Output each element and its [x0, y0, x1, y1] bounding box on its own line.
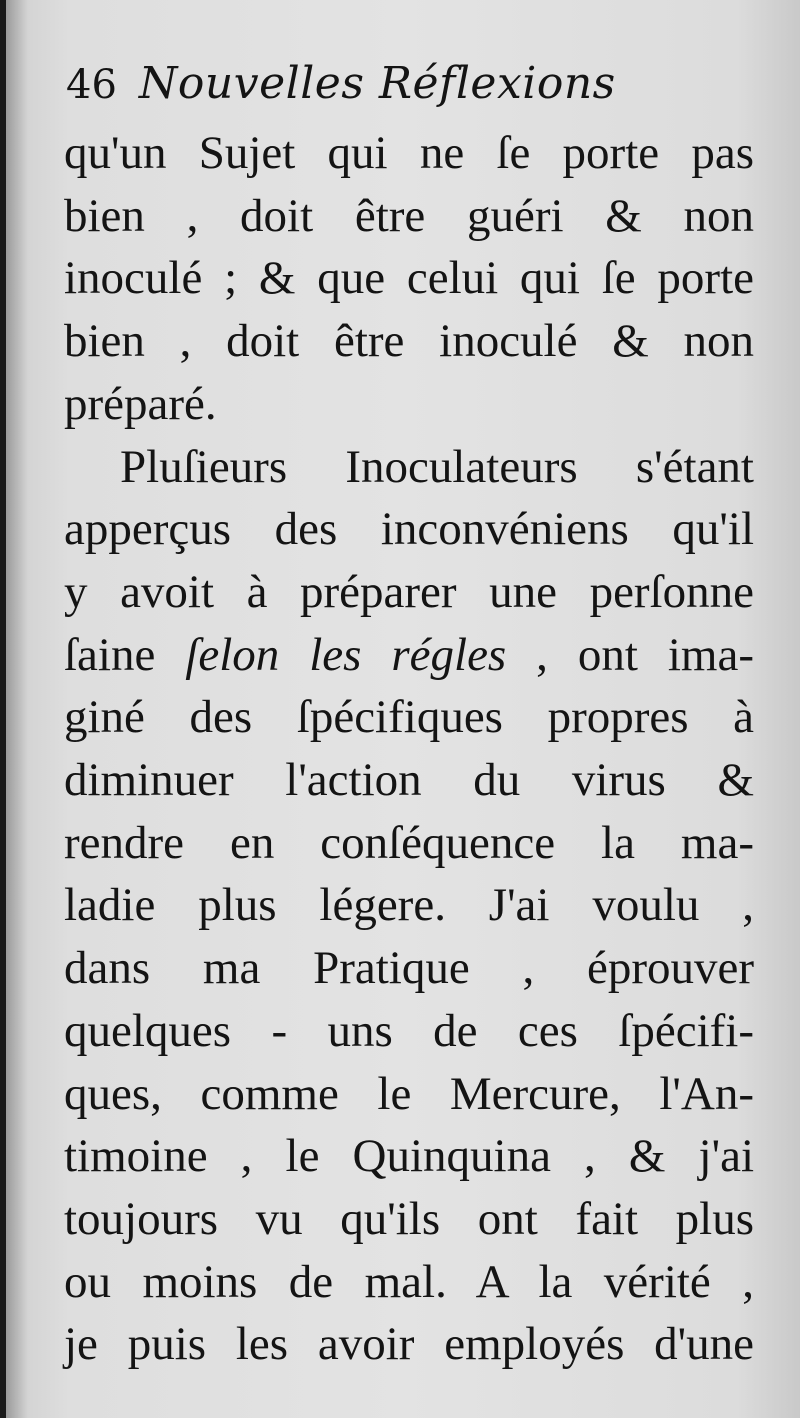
text-line-6: Pluſieurs Inoculateurs s'étant — [120, 440, 754, 493]
text-line-9-start: ſaine — [64, 628, 186, 681]
page-number: 46 — [66, 62, 117, 108]
text-line-13: ladie plus légere. J'ai voulu , — [64, 879, 754, 932]
text-line-4: bien , doit être inoculé & non — [64, 315, 754, 368]
text-line-9 — [64, 624, 754, 687]
page-header — [66, 58, 616, 109]
text-line-3: inoculé ; & que celui qui ſe porte — [64, 252, 754, 305]
text-line-8: y avoit à préparer une perſonne — [64, 565, 754, 618]
text-line-14: dans ma Pratique , éprouver — [64, 942, 754, 995]
text-line-2: bien , doit être guéri & non — [64, 189, 754, 242]
text-line-17: timoine , le Quinquina , & j'ai — [64, 1130, 754, 1183]
text-line-18: toujours vu qu'ils ont fait plus — [64, 1192, 754, 1245]
text-line-11: diminuer l'action du virus & — [64, 754, 754, 807]
text-line-16: ques, comme le Mercure, l'An- — [64, 1067, 754, 1120]
text-line-7: apperçus des inconvéniens qu'il — [64, 503, 754, 556]
book-page — [6, 0, 800, 1418]
text-line-10: giné des ſpécifiques propres à — [64, 691, 754, 744]
body-text — [64, 122, 754, 1376]
text-line-12: rendre en conſéquence la ma- — [64, 816, 754, 869]
text-line-1: qu'un Sujet qui ne ſe porte pas — [64, 127, 754, 179]
text-line-20: je puis les avoir employés d'une — [64, 1318, 754, 1371]
text-line-15: quelques - uns de ces ſpécifi- — [64, 1004, 754, 1057]
text-line-9-end: , ont ima- — [506, 628, 754, 681]
gutter-shadow — [6, 0, 28, 1418]
italic-phrase: ſelon les régles — [185, 628, 507, 681]
running-title: Nouvelles Réflexions — [138, 58, 616, 109]
text-line-5: préparé. — [64, 377, 217, 430]
text-line-19: ou moins de mal. A la vérité , — [64, 1255, 754, 1308]
